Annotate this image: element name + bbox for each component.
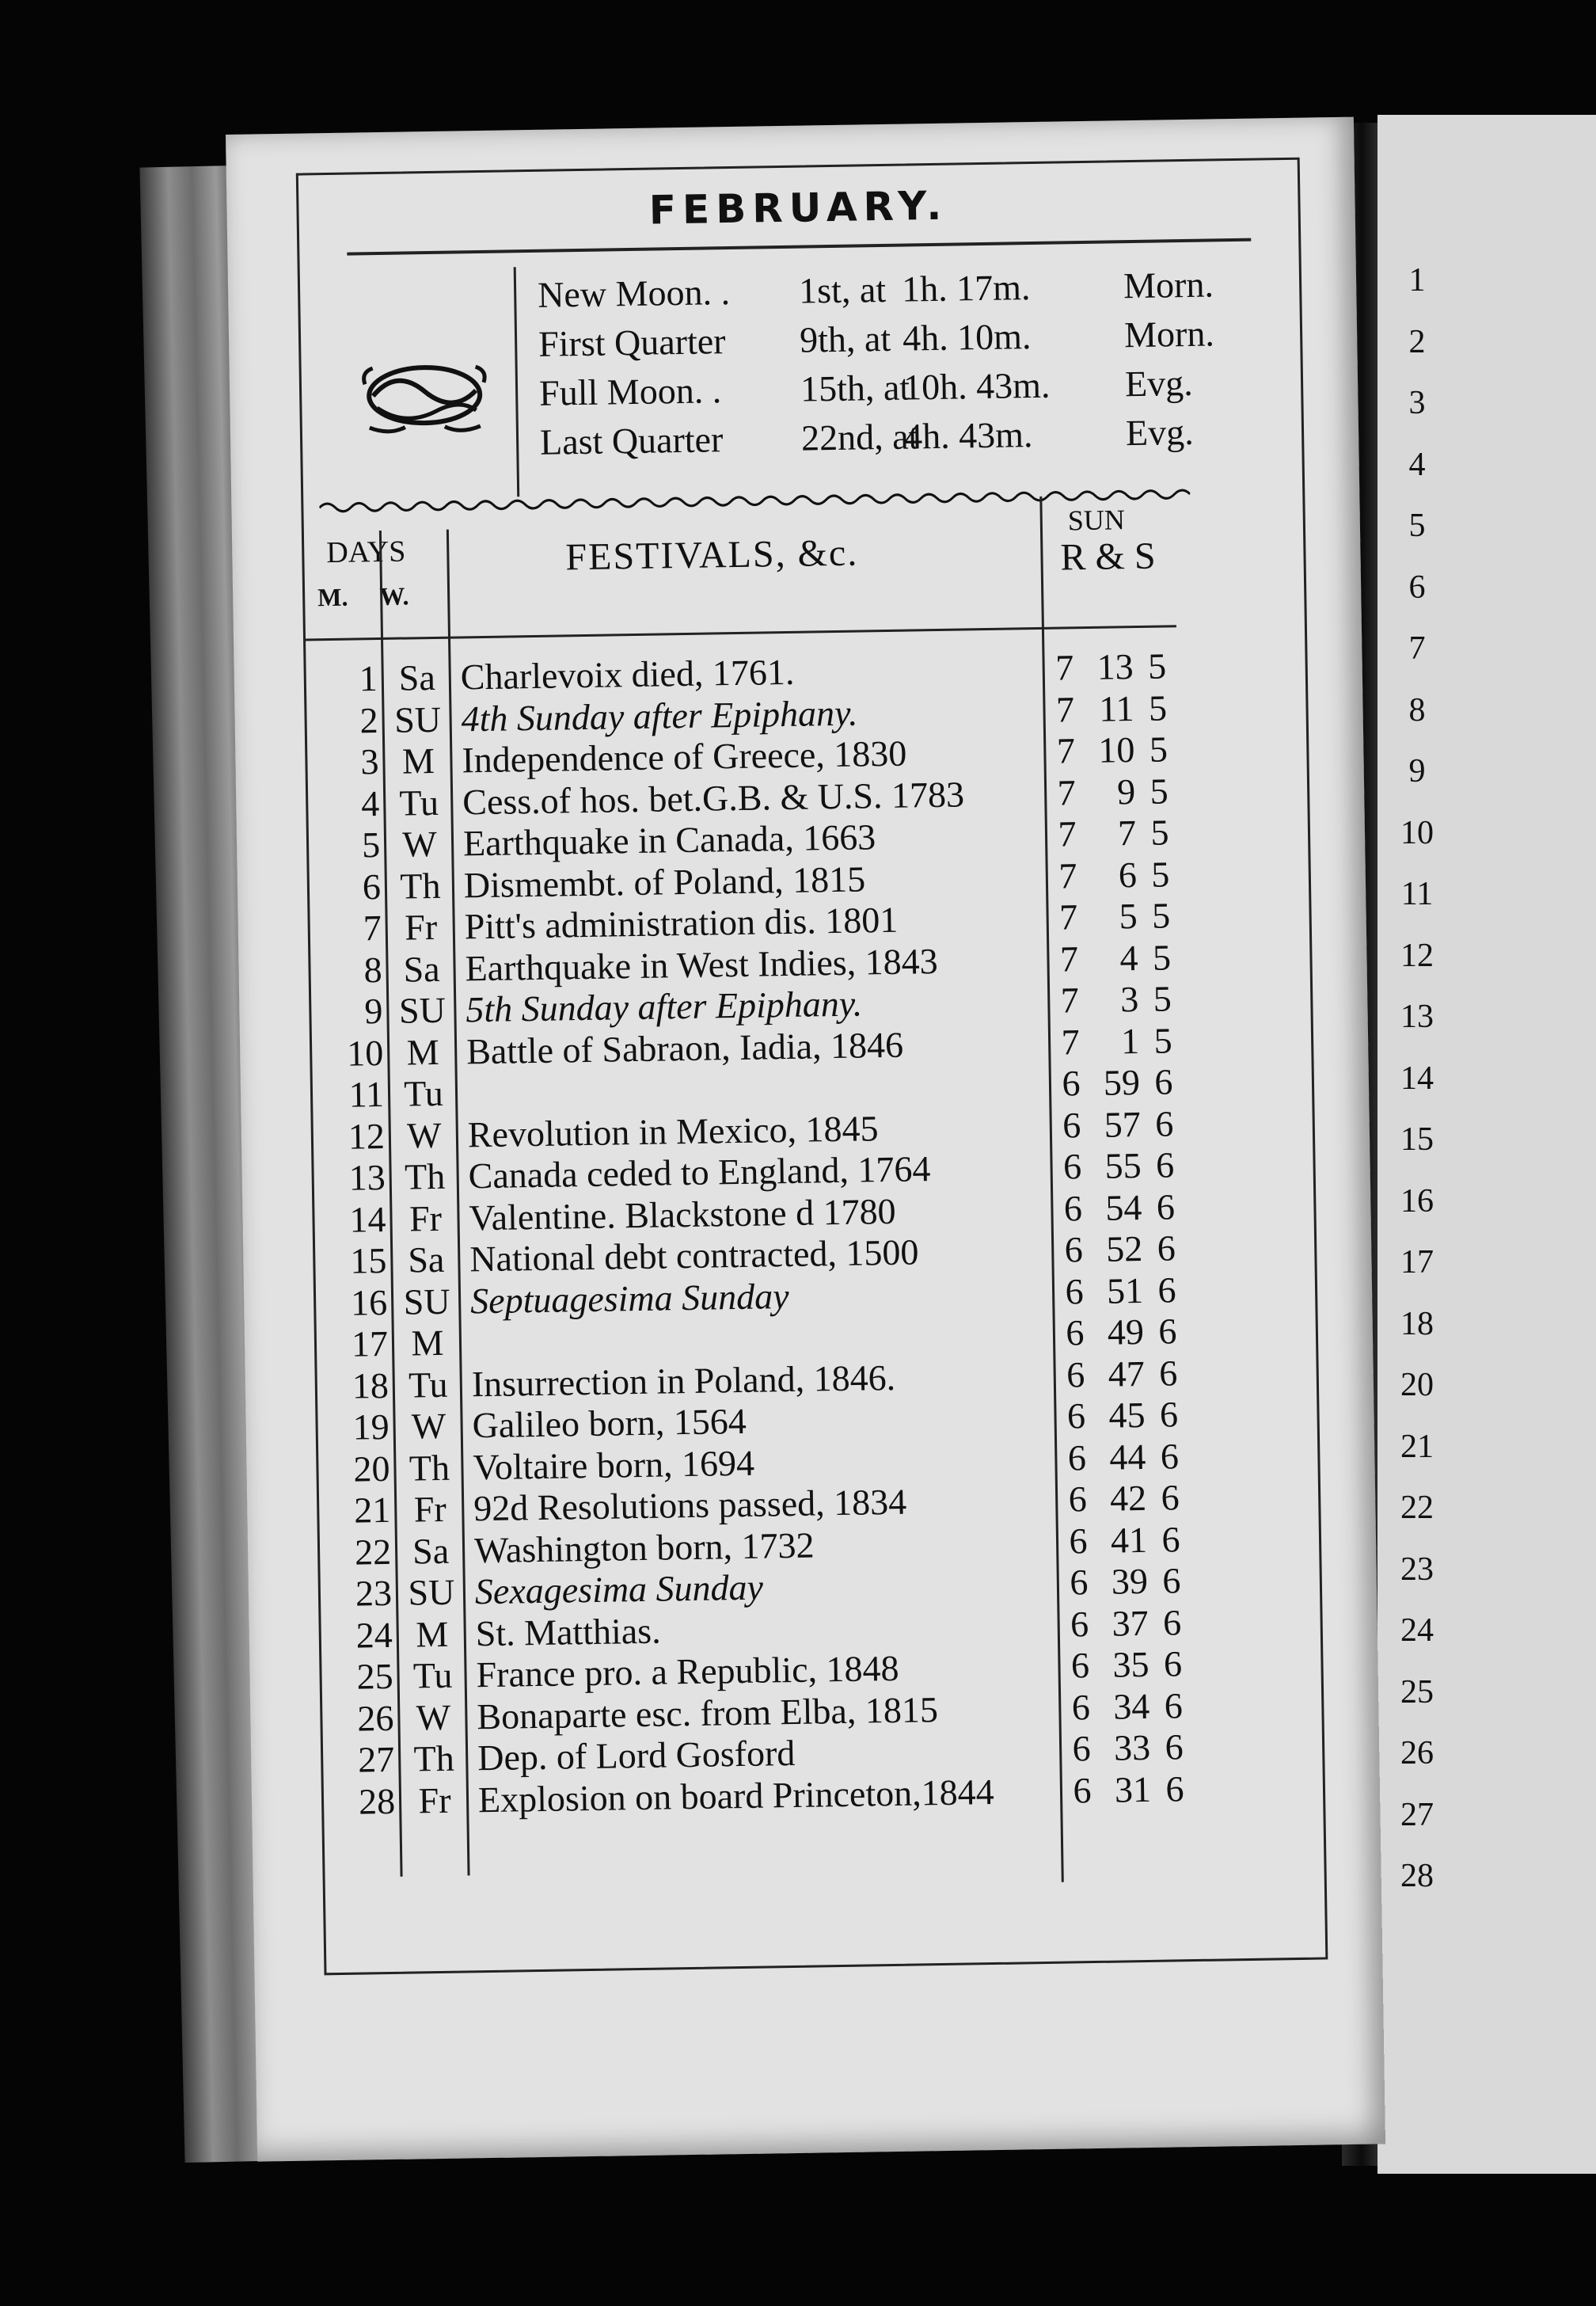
day-of-week: W [401, 823, 438, 865]
day-of-week: M [415, 1613, 449, 1654]
moon-phase-row [540, 407, 1217, 466]
right-page-number: 3 [1408, 385, 1426, 421]
day-of-month: 20 [353, 1448, 390, 1490]
day-of-month: 8 [363, 949, 382, 990]
festival-text: Dismembt. of Poland, 1815 [463, 858, 866, 905]
day-of-week: W [416, 1696, 451, 1737]
day-of-week: M [406, 1031, 440, 1073]
sunset-hour: 6 [1156, 1185, 1176, 1227]
festival-text: Voltaire born, 1694 [473, 1442, 755, 1487]
day-of-month: 28 [358, 1780, 396, 1822]
sunset-hour: 6 [1157, 1269, 1176, 1311]
right-page-number: 27 [1400, 1796, 1434, 1833]
day-of-month: 7 [363, 908, 382, 949]
sunrise-minute: 45 [1108, 1394, 1146, 1436]
right-page-number: 23 [1400, 1551, 1434, 1588]
sunrise-minute: 44 [1108, 1436, 1146, 1478]
festival-text: 4th Sunday after Epiphany. [461, 692, 858, 739]
sunset-hour: 5 [1152, 936, 1172, 978]
day-of-week: M [411, 1322, 444, 1364]
header-month-week [317, 581, 441, 612]
day-of-week: Sa [412, 1530, 450, 1572]
day-of-month: 25 [356, 1655, 393, 1697]
day-of-month: 27 [357, 1738, 395, 1780]
day-of-month: 16 [350, 1281, 388, 1323]
festival-text: Washington born, 1732 [473, 1524, 815, 1570]
day-of-month: 21 [353, 1489, 391, 1531]
phase-day: 9th, at [799, 318, 891, 360]
right-page-number: 16 [1400, 1182, 1434, 1220]
right-page-number: 15 [1400, 1121, 1434, 1158]
sunrise-minute: 7 [1117, 812, 1137, 854]
header-festivals: FESTIVALS, &c. [565, 531, 859, 579]
sunrise-minute: 31 [1114, 1768, 1152, 1810]
sunset-hour: 5 [1147, 645, 1167, 687]
sunrise-minute: 13 [1096, 646, 1134, 687]
phase-time: 4h. 10m. [902, 316, 1032, 359]
day-of-month: 24 [355, 1614, 393, 1656]
festival-text: Pitt's administration dis. 1801 [464, 899, 899, 947]
day-of-month: 14 [349, 1198, 386, 1240]
day-of-month: 18 [352, 1364, 390, 1406]
right-page-number: 6 [1408, 569, 1426, 606]
sunrise-minute: 3 [1119, 979, 1139, 1020]
title-rule [347, 238, 1251, 256]
sunrise-hour: 6 [1062, 1146, 1082, 1187]
sunrise-hour: 7 [1058, 854, 1077, 896]
festival-text: 92d Resolutions passed, 1834 [473, 1481, 907, 1529]
right-page-number: 10 [1400, 814, 1434, 851]
sunset-hour: 5 [1151, 895, 1171, 936]
phase-day: 1st, at [798, 268, 887, 311]
sunrise-hour: 6 [1069, 1562, 1089, 1603]
sunrise-hour: 7 [1056, 730, 1076, 771]
sunrise-hour: 6 [1067, 1436, 1087, 1478]
festival-text: National debt contracted, 1500 [469, 1231, 919, 1280]
festival-text: Earthquake in Canada, 1663 [462, 816, 876, 864]
day-of-week: SU [393, 698, 442, 740]
sunrise-minute: 6 [1118, 854, 1138, 895]
right-page-number: 9 [1408, 753, 1426, 790]
right-page-number: 20 [1400, 1367, 1434, 1403]
day-of-week: W [406, 1114, 442, 1156]
sunrise-hour: 7 [1058, 896, 1078, 938]
day-of-month: 23 [355, 1572, 393, 1614]
phase-day: 22nd, at [800, 416, 919, 459]
right-page-number: 8 [1408, 691, 1426, 729]
festival-text: Dep. of Lord Gosford [477, 1732, 796, 1779]
right-page-number: 21 [1400, 1428, 1434, 1465]
right-page-number: 7 [1408, 630, 1426, 667]
header-sun: SUN [1067, 504, 1126, 537]
phase-day: 15th, at [800, 367, 910, 409]
day-of-week: SU [408, 1571, 455, 1613]
sunset-hour: 6 [1161, 1518, 1180, 1560]
festival-text: Revolution in Mexico, 1845 [467, 1107, 879, 1155]
festival-text: Independence of Greece, 1830 [462, 733, 907, 781]
festival-text: France pro. a Republic, 1848 [476, 1647, 899, 1695]
right-page-number: 14 [1400, 1060, 1434, 1097]
day-of-week: Th [404, 1155, 446, 1197]
day-of-month: 5 [361, 824, 381, 866]
festival-text: Sexagesima Sunday [474, 1566, 764, 1612]
sunset-hour: 5 [1148, 687, 1168, 729]
festival-text: Battle of Sabraon, Iadia, 1846 [466, 1024, 904, 1071]
sunrise-hour: 7 [1057, 771, 1077, 813]
day-of-month: 4 [360, 782, 380, 824]
day-of-month: 12 [348, 1115, 386, 1157]
phase-period: Morn. [1123, 313, 1215, 356]
festival-text: Canada ceded to England, 1764 [468, 1148, 931, 1197]
festival-text: Explosion on board Princeton,1844 [477, 1771, 994, 1820]
sunset-hour: 5 [1150, 853, 1170, 895]
phase-period: Evg. [1125, 411, 1195, 454]
day-of-week: Tu [399, 782, 439, 824]
header-m: M. [317, 582, 348, 612]
sunrise-minute: 47 [1108, 1353, 1146, 1395]
sunrise-minute: 35 [1112, 1643, 1150, 1685]
sunrise-minute: 4 [1119, 937, 1138, 978]
moon-phases [538, 260, 1217, 466]
right-page-number: 4 [1408, 446, 1426, 483]
sunrise-minute: 41 [1110, 1519, 1148, 1561]
day-of-week: Fr [413, 1488, 447, 1530]
festival-text: Septuagesima Sunday [469, 1275, 789, 1321]
sunrise-hour: 6 [1073, 1769, 1092, 1810]
sunrise-hour: 6 [1065, 1270, 1084, 1312]
day-of-week: SU [403, 1280, 450, 1322]
day-of-month: 15 [349, 1239, 387, 1281]
phase-period: Morn. [1123, 264, 1214, 306]
right-page-number: 22 [1400, 1490, 1434, 1526]
header-rule [306, 625, 1176, 641]
right-page-number: 17 [1400, 1244, 1434, 1280]
festival-text: 5th Sunday after Epiphany. [465, 983, 863, 1030]
sunset-hour: 5 [1149, 729, 1168, 770]
sunrise-minute: 59 [1103, 1062, 1141, 1103]
month-title: FEBRUARY. [648, 182, 948, 234]
phase-time: 10h. 43m. [902, 364, 1051, 408]
sunset-hour: 6 [1154, 1061, 1173, 1102]
sunrise-hour: 6 [1066, 1353, 1085, 1395]
day-of-week: Fr [418, 1779, 451, 1821]
sunrise-minute: 39 [1111, 1560, 1149, 1602]
right-page-number: 12 [1400, 937, 1434, 974]
sunset-hour: 6 [1158, 1352, 1178, 1394]
left-page [226, 117, 1385, 2162]
day-of-month: 17 [351, 1322, 389, 1364]
festival-text: Insurrection in Poland, 1846. [471, 1357, 896, 1404]
sunrise-minute: 33 [1113, 1726, 1151, 1768]
right-page-number: 13 [1400, 999, 1434, 1035]
sunrise-hour: 7 [1059, 938, 1079, 980]
sunrise-minute: 5 [1119, 896, 1138, 937]
sunrise-minute: 55 [1104, 1144, 1142, 1186]
moon-emblem-icon [356, 351, 492, 440]
sunrise-minute: 9 [1116, 771, 1136, 812]
phase-time: 1h. 17m. [901, 267, 1031, 310]
phase-name: First Quarter [538, 321, 726, 364]
header-w: W. [379, 581, 409, 611]
sunrise-minute: 42 [1109, 1477, 1147, 1519]
phase-period: Evg. [1124, 362, 1194, 405]
sunrise-minute: 51 [1106, 1269, 1144, 1311]
sunrise-hour: 6 [1070, 1645, 1090, 1686]
day-of-month: 11 [348, 1074, 385, 1115]
sunset-hour: 6 [1165, 1768, 1184, 1809]
day-of-week: M [401, 740, 435, 782]
festival-text: Valentine. Blackstone d 1780 [469, 1190, 896, 1238]
moon-divider [514, 267, 520, 497]
day-of-month: 9 [364, 991, 383, 1032]
right-page-day-numbers [1378, 261, 1457, 1919]
day-of-month: 19 [352, 1406, 390, 1448]
sunset-hour: 6 [1157, 1227, 1176, 1269]
sunset-hour: 6 [1163, 1643, 1183, 1684]
sunset-hour: 6 [1157, 1311, 1177, 1352]
sunrise-minute: 1 [1120, 1020, 1140, 1061]
day-of-week: Th [413, 1737, 455, 1779]
day-of-week: Sa [407, 1239, 445, 1280]
day-of-week: W [411, 1405, 446, 1447]
sunset-hour: 6 [1155, 1144, 1175, 1185]
sunset-hour: 6 [1154, 1102, 1174, 1144]
sunrise-hour: 6 [1071, 1686, 1091, 1727]
outer-frame [296, 158, 1328, 1976]
sunset-hour: 6 [1162, 1601, 1182, 1643]
day-of-month: 6 [362, 866, 382, 907]
phase-name: Full Moon. . [538, 370, 722, 413]
festival-text: Galileo born, 1564 [472, 1400, 747, 1446]
sunrise-hour: 7 [1054, 647, 1074, 688]
day-of-week: Tu [412, 1654, 453, 1696]
sunrise-hour: 7 [1058, 813, 1077, 854]
day-of-month: 22 [354, 1531, 392, 1573]
sunset-hour: 6 [1161, 1477, 1180, 1518]
sunrise-hour: 7 [1061, 1021, 1081, 1063]
right-page-number: 18 [1400, 1305, 1434, 1342]
wavy-rule [319, 482, 1190, 519]
sunrise-hour: 6 [1069, 1520, 1088, 1561]
header-rise-set: R & S [1060, 535, 1156, 579]
sunrise-hour: 7 [1055, 688, 1075, 730]
sunrise-hour: 6 [1063, 1187, 1083, 1229]
sunset-hour: 6 [1165, 1726, 1184, 1768]
right-page-number: 11 [1400, 876, 1434, 912]
sunrise-hour: 6 [1070, 1603, 1089, 1644]
day-of-month: 3 [360, 741, 379, 782]
festival-text: Earthquake in West Indies, 1843 [465, 940, 939, 988]
day-of-week: Th [408, 1447, 450, 1489]
sunrise-hour: 6 [1065, 1312, 1085, 1353]
day-of-month: 10 [346, 1032, 384, 1074]
day-of-week: Th [399, 865, 441, 907]
day-of-week: Tu [408, 1364, 448, 1406]
sunrise-minute: 37 [1112, 1602, 1150, 1644]
sunrise-minute: 11 [1098, 687, 1134, 729]
right-page-number: 5 [1408, 508, 1426, 544]
day-of-week: Sa [403, 948, 440, 990]
sunset-hour: 6 [1160, 1435, 1180, 1477]
sunrise-hour: 6 [1062, 1104, 1081, 1146]
sunrise-minute: 52 [1105, 1227, 1143, 1269]
sunrise-hour: 6 [1062, 1063, 1081, 1104]
sunset-hour: 5 [1153, 978, 1172, 1019]
calendar-table [306, 645, 1210, 1822]
sunrise-hour: 6 [1068, 1478, 1088, 1520]
sunrise-hour: 6 [1066, 1395, 1086, 1436]
day-of-week: Sa [398, 656, 436, 698]
day-of-month: 13 [348, 1156, 386, 1198]
festival-text: Charlevoix died, 1761. [460, 651, 795, 698]
day-of-month: 26 [357, 1697, 394, 1739]
festival-text: St. Matthias. [475, 1610, 661, 1653]
sunrise-minute: 49 [1107, 1311, 1145, 1353]
sunset-hour: 5 [1153, 1019, 1173, 1061]
day-of-month: 2 [359, 699, 379, 740]
day-of-month: 1 [359, 658, 378, 699]
header-days: DAYS [325, 535, 406, 570]
sunrise-minute: 57 [1104, 1103, 1142, 1145]
right-page-number: 1 [1408, 262, 1426, 299]
phase-name: New Moon. . [537, 272, 731, 315]
sunrise-minute: 54 [1105, 1186, 1142, 1228]
right-page-number: 26 [1400, 1735, 1434, 1771]
sunrise-hour: 7 [1060, 980, 1080, 1021]
sunset-hour: 5 [1150, 770, 1169, 812]
sunset-hour: 5 [1150, 812, 1169, 853]
phase-name: Last Quarter [539, 419, 724, 462]
sunrise-minute: 10 [1097, 729, 1135, 771]
festival-text: Cess.of hos. bet.G.B. & U.S. 1783 [462, 773, 965, 822]
sunset-hour: 6 [1164, 1684, 1184, 1726]
right-page-number: 2 [1408, 323, 1426, 360]
right-page-number: 28 [1400, 1858, 1434, 1894]
festival-text: Bonaparte esc. from Elba, 1815 [477, 1688, 939, 1737]
sunrise-minute: 34 [1112, 1685, 1150, 1727]
sunrise-hour: 6 [1064, 1229, 1084, 1270]
phase-time: 4h. 43m. [903, 414, 1033, 457]
sunrise-hour: 6 [1072, 1728, 1092, 1769]
day-of-week: Fr [408, 1197, 443, 1239]
sunset-hour: 6 [1161, 1560, 1181, 1601]
right-page-number: 24 [1400, 1612, 1434, 1649]
day-of-week: Tu [403, 1072, 444, 1114]
day-of-week: Fr [404, 906, 438, 948]
sunset-hour: 6 [1159, 1394, 1179, 1435]
right-page-number: 25 [1400, 1673, 1434, 1710]
day-of-week: SU [398, 989, 446, 1031]
